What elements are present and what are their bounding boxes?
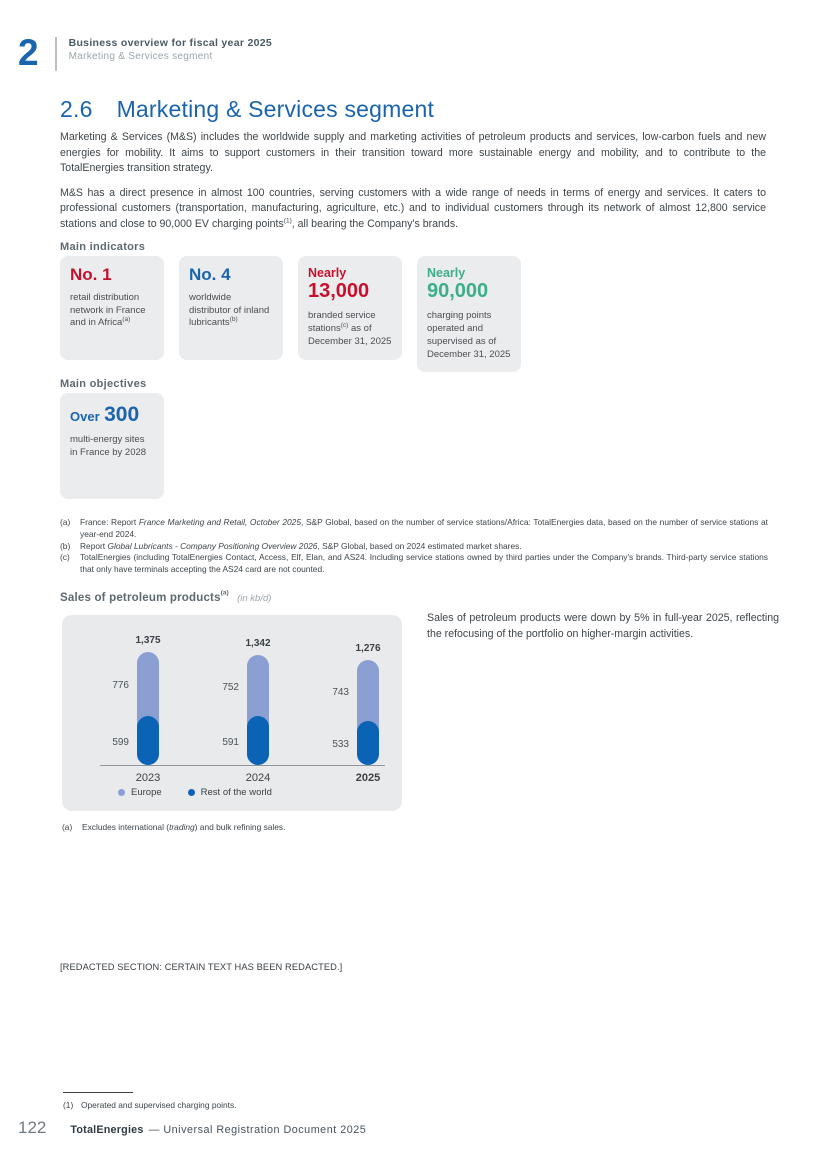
indicator-desc-text: worldwide distributor of inland lubricants: [189, 291, 270, 329]
footnote-text: [80, 517, 768, 541]
redacted-notice: [REDACTED SECTION: CERTAIN TEXT HAS BEEN REDACTED.]: [60, 962, 343, 972]
chart-heading: [60, 588, 271, 606]
footnote-italic: trading: [169, 822, 195, 832]
footnote-text: Operated and supervised charging points.: [81, 1100, 237, 1110]
objective-desc: multi-energy sites in France by 2028: [70, 434, 147, 458]
bar-year-label: 2025: [355, 772, 381, 784]
page-header: [18, 34, 272, 71]
bar-capsule: [137, 652, 159, 765]
bar-europe-label: 743: [332, 686, 349, 698]
bar-group: [85, 635, 180, 784]
footer-document-title: — Universal Registration Document 2025: [148, 1124, 367, 1136]
objective-box-multi-energy: [60, 393, 164, 499]
footnote-part: , S&P Global, based on the number of service stations/Africa: TotalEnergies data, based on the number of service stations at year-end 2024.: [80, 517, 769, 539]
objective-number: 300: [104, 403, 140, 426]
footnote-ref: (a): [220, 589, 229, 597]
page-footer: [18, 1118, 366, 1138]
bar-rest-label: 599: [112, 736, 129, 748]
bottom-footnote: [63, 1100, 237, 1110]
bar-group: [195, 638, 290, 784]
indicator-qualifier: Nearly: [427, 266, 466, 280]
paragraph-text: M&S has a direct presence in almost 100 countries, serving customers with a wide range of needs in terms of energy and services. It caters to professional customers (transportation, manufacturing, agriculture, etc.) and to individual customers through its network of almost 12,800 service stations and close to 90,000 EV charging points: [60, 186, 766, 230]
objective-qualifier: Over: [70, 409, 100, 424]
footnote-a: [60, 517, 768, 541]
indicator-desc: charging points operated and supervised as of December 31, 2025: [427, 310, 511, 360]
indicator-value: 13,000: [308, 280, 370, 303]
header-title: Business overview for fiscal year 2025: [68, 37, 273, 49]
indicator-box-rank-france: [60, 256, 164, 360]
indicator-desc: [308, 310, 392, 348]
legend-dot-rest-of-world: [188, 789, 195, 796]
indicator-desc: [189, 292, 273, 330]
bar-europe-label: 752: [222, 681, 239, 693]
indicator-value: No. 1: [70, 265, 112, 284]
indicator-box-service-stations: [298, 256, 402, 360]
footnote-ref: (a): [122, 316, 131, 324]
footnote-c: [60, 552, 768, 576]
indicator-qualifier: Nearly: [308, 266, 347, 280]
stacked-bar-chart: [62, 615, 402, 811]
bar-group: [305, 643, 400, 784]
bar-rest-label: 533: [332, 739, 349, 750]
header-divider: [55, 37, 57, 71]
bar-segment-rest: [247, 716, 269, 765]
intro-paragraphs: [60, 130, 766, 241]
indicator-value: No. 4: [189, 265, 231, 284]
legend-label: Europe: [131, 787, 162, 798]
bar-total-label: 1,375: [135, 635, 161, 646]
indicators-heading: Main indicators: [60, 241, 146, 253]
section-heading: [60, 96, 434, 123]
legend-item-rest-of-world: [188, 787, 272, 798]
bar-year-label: 2023: [135, 772, 161, 784]
indicator-desc-text: branded service stations: [308, 310, 376, 335]
chapter-number: 2: [18, 32, 39, 73]
bar-segment-rest: [137, 716, 159, 765]
paragraph: [60, 186, 766, 233]
footnote-label: (b): [60, 540, 71, 551]
bar-year-label: 2024: [245, 772, 271, 784]
header-text: [69, 34, 272, 62]
bar-europe-label: 776: [112, 680, 129, 691]
footnote-label: (a): [62, 822, 73, 832]
footnote-part: ) and bulk refining sales.: [194, 822, 286, 832]
section-number: 2.6: [60, 96, 93, 122]
indicator-box-charging-points: [417, 256, 521, 372]
objectives-heading: Main objectives: [60, 378, 147, 390]
footnote-text: [80, 541, 768, 553]
footnote-label: (1): [63, 1100, 74, 1110]
footnote-label: (c): [60, 552, 70, 563]
footer-brand: TotalEnergies: [70, 1124, 144, 1136]
footnote-part: Excludes international (: [82, 822, 170, 832]
footnotes-block: [60, 517, 768, 576]
header-subtitle: Marketing & Services segment: [68, 51, 213, 62]
chart-commentary: Sales of petroleum products were down by 5% in full-year 2025, reflecting the refocusing of the portfolio on higher-margin activities.: [427, 612, 779, 640]
legend-item-europe: [118, 787, 162, 798]
paragraph: Marketing & Services (M&S) includes the worldwide supply and marketing activities of petroleum products and services, low-carbon fuels and new energies for mobility. It aims to support customers in their transition toward more sustainable energy and mobility, and to contribute to the TotalEnergies transition strategy.: [60, 131, 766, 175]
page-number: 122: [18, 1118, 47, 1137]
indicator-boxes: [60, 256, 521, 372]
footnote-part: Report: [80, 540, 108, 551]
bar-total-label: 1,276: [355, 643, 381, 654]
chart-title: Sales of petroleum products: [60, 592, 221, 604]
footnote-rule: [63, 1092, 133, 1093]
indicator-desc: [70, 292, 154, 330]
bar-total-label: 1,342: [245, 638, 271, 649]
section-title: Marketing & Services segment: [116, 96, 435, 122]
footnote-b: [60, 541, 768, 553]
footnote-italic: France Marketing and Retail, October 2025: [138, 517, 301, 527]
objective-value: [70, 403, 154, 427]
indicator-box-rank-lubricants: [179, 256, 283, 360]
footnote-ref: (b): [229, 316, 238, 324]
footnote-ref: (1): [283, 217, 292, 225]
bar-capsule: [247, 655, 269, 765]
indicator-desc-text: retail distribution network in France and in Africa: [70, 291, 146, 329]
paragraph-text: , all bearing the Company's brands.: [291, 217, 459, 230]
legend-label: Rest of the world: [200, 787, 272, 798]
footnote-part: France: Report: [80, 517, 139, 527]
legend-dot-europe: [118, 789, 125, 796]
footnote-ref: (c): [340, 322, 349, 330]
bar-segment-rest: [357, 721, 379, 765]
chart-unit: (in kb/d): [237, 593, 272, 604]
chart-footnote: [62, 822, 462, 832]
bar-rest-label: 591: [222, 736, 239, 748]
footnote-text: [82, 822, 285, 832]
chart-legend: [118, 787, 272, 798]
footnote-label: (a): [60, 517, 71, 527]
chart-baseline: [100, 765, 385, 766]
footnote-part: , S&P Global, based on 2024 estimated market shares.: [317, 540, 522, 551]
bar-capsule: [357, 660, 379, 765]
footnote-italic: Global Lubricants - Company Positioning Overview 2026: [107, 540, 318, 551]
indicator-desc-text: as of December 31, 2025: [308, 323, 392, 347]
footnote-text: TotalEnergies (including TotalEnergies Contact, Access, Elf, Elan, and AS24. Including service stations owned by third parties under the Company's brands. Third-party service stations that only have terminals accepting the AS24 card are not counted.: [80, 552, 768, 575]
indicator-value: 90,000: [427, 280, 489, 303]
